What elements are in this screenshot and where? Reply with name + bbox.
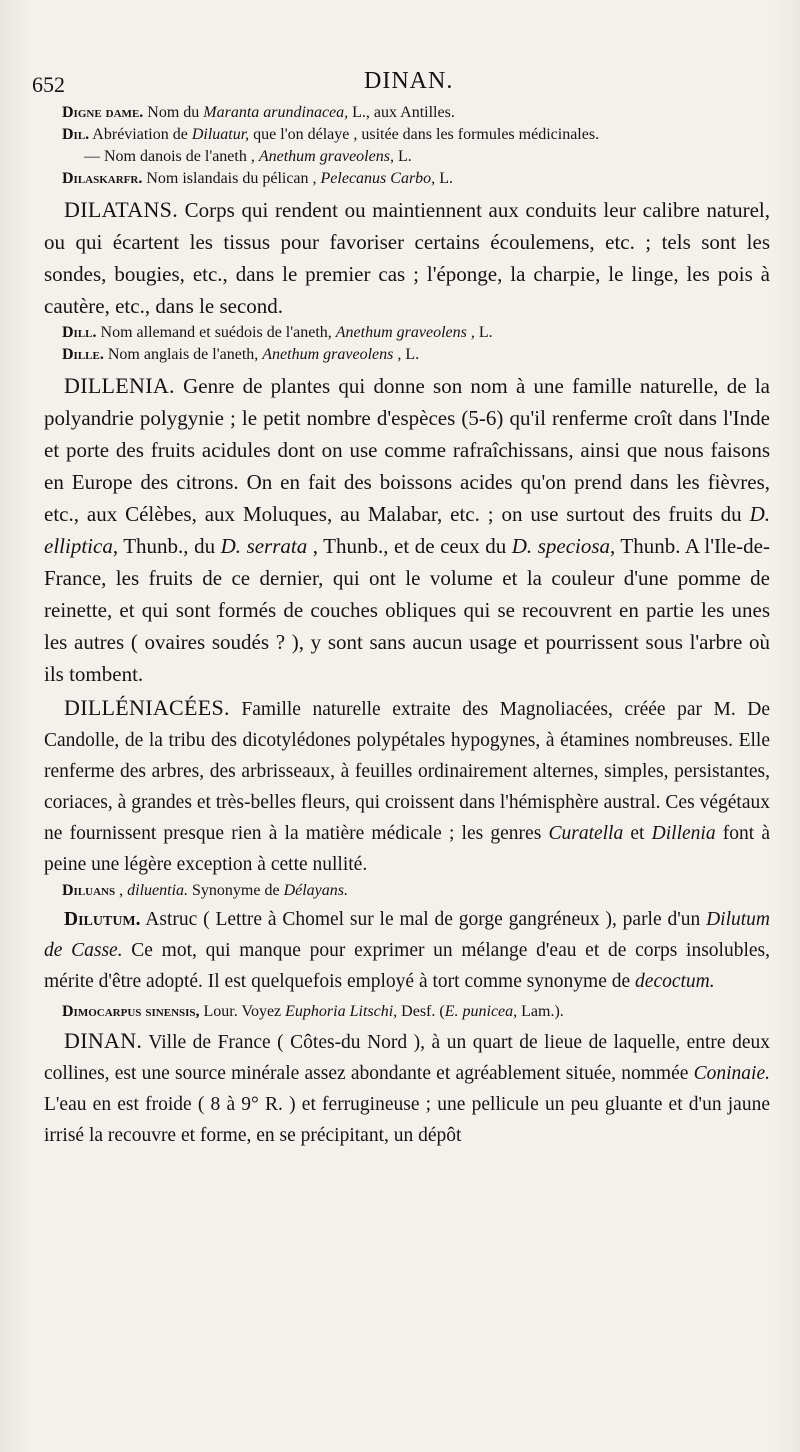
entry-dimocarpus [62, 1001, 770, 1023]
entry-text: , Thunb., du [112, 534, 221, 558]
headword: Dill. [62, 324, 97, 341]
entry-text: Lour. Voyez [199, 1003, 286, 1020]
headword: Dilaskarfr. [62, 170, 143, 187]
running-title: DINAN. [364, 68, 454, 94]
entry-italic: D. elliptica [44, 502, 770, 558]
entry-text: Ville de France ( Côtes-du Nord ), à un quart de lieue de laquelle, entre deux collines, est une source minérale assez abondante et agréablement située, nommée [44, 1032, 770, 1084]
entry-text: Genre de plantes qui donne son nom à une famille naturelle, de la polyandrie polygynie ; le petit nombre d'espèces (5-6) qu'il renferme croît dans l'Inde et porte des fruits acidules dont on use comme rafraîchissans, ainsi que nous faisons en Europe des citrons. On en fait des boissons acides qu'on prend dans les fièvres, etc., aux Célèbes, aux Moluques, au Malabar, etc. ; on use surtout des fruits du [44, 374, 770, 526]
entry-italic: D. speciosa [511, 534, 611, 558]
entry-text: font à peine une légère exception à cette nullité. [44, 823, 770, 875]
running-head [32, 56, 770, 100]
entry-text: Synonyme de [188, 882, 284, 899]
entry-text: L., aux Antilles. [348, 104, 455, 121]
entry-text: L. [435, 170, 453, 187]
entry-text: L. [401, 346, 420, 363]
headword: Dil. [62, 126, 90, 143]
headword: DILLENIA. [64, 373, 175, 398]
entry-text: Famille naturelle extraite des Magnoliacées, créée par M. De Candolle, de la tribu des dicotylédones polypétales hypogynes, à étamines nombreuses. Elle renferme des arbres, des arbrisseaux, à feuilles ordinairement alternes, simples, persistantes, coriaces, à grandes et très-belles fleurs, qui croissent dans l'hémisphère austral. Ces végétaux ne fournissent presque rien à la matière médicale ; les genres [44, 699, 770, 844]
entry-text: — Nom danois de l'aneth , [84, 148, 259, 165]
headword: Diluans [62, 882, 116, 899]
entry-italic: D. serrata [220, 534, 308, 558]
entry-italic: Pelecanus Carbo, [320, 170, 436, 187]
entry-text: Astruc ( Lettre à Chomel sur le mal de gorge gangréneux ), parle d'un [140, 909, 707, 930]
entry-text: L. [393, 148, 412, 165]
entry-diluans [62, 880, 770, 902]
headword: Dimocarpus sinensis, [62, 1003, 200, 1020]
entry-digne-dame [62, 102, 770, 124]
entry-text: Ce mot, qui manque pour exprimer un mélange d'eau et de corps insolubles, mérite d'être adopté. Il est quelquefois employé à tort comme synonyme de [44, 940, 770, 992]
entry-italic: E. punicea, [444, 1003, 518, 1020]
entry-text: Nom du [143, 104, 204, 121]
headword: DILATANS. [64, 197, 178, 222]
headword: Dille. [62, 346, 104, 363]
entry-italic: Maranta arundinacea, [203, 104, 349, 121]
entry-italic: Diluatur, [191, 126, 250, 143]
entry-italic: Coninaie. [693, 1063, 770, 1084]
entry-text: Nom allemand et suédois de l'aneth, [96, 324, 336, 341]
entry-dilleniacees [44, 692, 770, 880]
headword: DILLÉNIACÉES. [64, 695, 230, 720]
entry-text: , [115, 882, 128, 899]
entry-dinan [44, 1025, 770, 1151]
entry-text: L. [474, 324, 493, 341]
entry-italic: Anethum graveolens , [262, 346, 402, 363]
dictionary-entries [44, 102, 770, 1151]
entry-italic: Curatella [548, 823, 624, 844]
entry-text: L'eau en est froide ( 8 à 9° R. ) et ferrugineuse ; une pellicule un peu gluante et d'un jaune irrisé la recouvre et forme, en se précipitant, un dépôt [44, 1094, 770, 1146]
entry-dille [62, 344, 770, 366]
entry-italic: diluentia. [127, 882, 189, 899]
entry-dill [62, 322, 770, 344]
entry-italic: Anethum graveolens, [258, 148, 394, 165]
entry-italic: decoctum. [635, 971, 715, 992]
headword: Dilutum. [64, 909, 141, 930]
entry-dil-danish [84, 146, 770, 168]
entry-italic: Euphoria Litschi, [285, 1003, 398, 1020]
page-number: 652 [32, 72, 65, 97]
entry-text: Nom islandais du pélican , [142, 170, 321, 187]
entry-italic: Délayans. [283, 882, 348, 899]
headword: Digne dame. [62, 104, 144, 121]
entry-text: , Thunb., et de ceux du [307, 534, 512, 558]
entry-text: Desf. ( [397, 1003, 445, 1020]
entry-italic: Dillenia [651, 823, 716, 844]
entry-text: Lam.). [517, 1003, 564, 1020]
entry-dilaskarfr [62, 168, 770, 190]
entry-text: Nom anglais de l'aneth, [103, 346, 263, 363]
entry-dilutum [44, 904, 770, 997]
entry-text: Abréviation de [89, 126, 192, 143]
entry-dilatans [44, 194, 770, 322]
entry-dillenia [44, 370, 770, 690]
entry-italic: Anethum graveolens , [335, 324, 475, 341]
entry-text: et [623, 823, 652, 844]
entry-text: Corps qui rendent ou maintiennent aux conduits leur calibre naturel, ou qui écartent les tissus pour favoriser certains écoulemens, etc. ; tels sont les sondes, bougies, etc., dans le premier cas ; l'éponge, la charpie, le linge, les pois à cautère, etc., dans le second. [44, 198, 770, 318]
entry-italic: Dilutum de Casse. [44, 909, 770, 961]
entry-dil [62, 124, 770, 146]
headword: DINAN. [64, 1028, 143, 1053]
entry-text: , Thunb. A l'Ile-de-France, les fruits de ce dernier, qui ont le volume et la couleur d'une pomme de reinette, et qui sont formés de couches obliques qui se recouvrent en partie les unes les autres ( ovaires soudés ? ), y sont sans aucun usage et pourrissent sous l'arbre où ils tombent. [44, 534, 770, 686]
entry-text: que l'on délaye , usitée dans les formules médicinales. [249, 126, 600, 143]
